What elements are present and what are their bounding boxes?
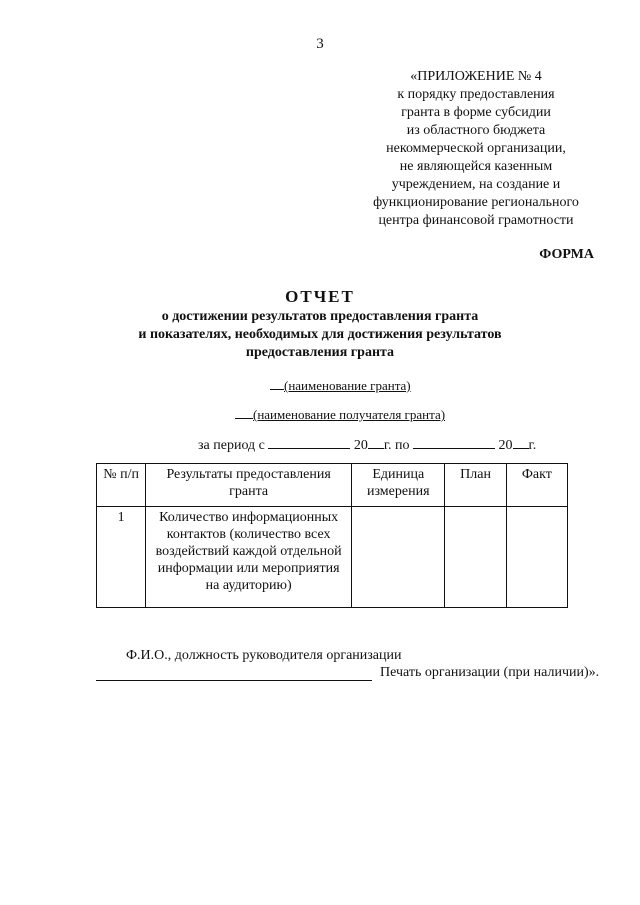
appendix-line: центра финансовой грамотности (378, 213, 574, 228)
header-number: № п/п (97, 464, 146, 507)
table-row (97, 507, 568, 608)
appendix-line: к порядку предоставления (397, 87, 555, 102)
grant-name-placeholder: (наименование гранта) (284, 378, 411, 393)
subtitle-line: о достижении результатов предоставления гранта (161, 309, 479, 324)
period-end-blank[interactable] (413, 435, 495, 449)
header-unit: Единица измерения (352, 464, 445, 507)
signature-label: Ф.И.О., должность руководителя организации (126, 648, 402, 663)
appendix-line: некоммерческой организации, (386, 141, 566, 156)
report-subtitle (90, 308, 550, 362)
appendix-line: «ПРИЛОЖЕНИЕ № 4 (410, 69, 542, 84)
grant-name-leading-line (270, 376, 284, 390)
period-suffix: г. (528, 438, 537, 453)
appendix-line: не являющейся казенным (399, 159, 553, 174)
header-results: Результаты предоставления гранта (146, 464, 352, 507)
cell-fact[interactable] (506, 507, 567, 608)
recipient-name-field[interactable] (235, 405, 445, 423)
appendix-line: гранта в форме субсидии (401, 105, 551, 120)
appendix-header (330, 68, 622, 230)
period-year-1: 20 (353, 438, 368, 453)
recipient-leading-line (235, 405, 253, 419)
cell-plan[interactable] (445, 507, 506, 608)
header-fact: Факт (506, 464, 567, 507)
period-start-blank[interactable] (268, 435, 350, 449)
appendix-line: из областного бюджета (406, 123, 546, 138)
subtitle-line: и показателях, необходимых для достижения результатов (138, 327, 502, 342)
header-plan: План (445, 464, 506, 507)
page-number: 3 (316, 36, 324, 52)
report-title: ОТЧЕТ (285, 287, 355, 306)
subtitle-line: предоставления гранта (245, 345, 395, 360)
results-table (96, 463, 568, 608)
period-to: г. по (383, 438, 410, 453)
period-year-2: 20 (498, 438, 513, 453)
recipient-placeholder: (наименование получателя гранта) (253, 407, 446, 422)
year-2-blank[interactable] (513, 435, 529, 449)
cell-unit[interactable] (352, 507, 445, 608)
seal-label: Печать организации (при наличии)». (380, 665, 600, 680)
appendix-line: учреждением, на создание и (391, 177, 561, 192)
year-1-blank[interactable] (368, 435, 384, 449)
cell-number: 1 (97, 507, 146, 608)
appendix-line: функционирование регионального (373, 195, 579, 210)
report-period (198, 435, 536, 454)
cell-result: Количество информационных контактов (количество всех воздействий каждой отдельной информации или мероприятия на аудиторию) (146, 507, 352, 608)
grant-name-field[interactable] (270, 376, 411, 394)
period-prefix: за период с (198, 438, 265, 453)
table-header-row (97, 464, 568, 507)
form-label: ФОРМА (539, 247, 594, 262)
signature-line[interactable] (96, 680, 372, 681)
